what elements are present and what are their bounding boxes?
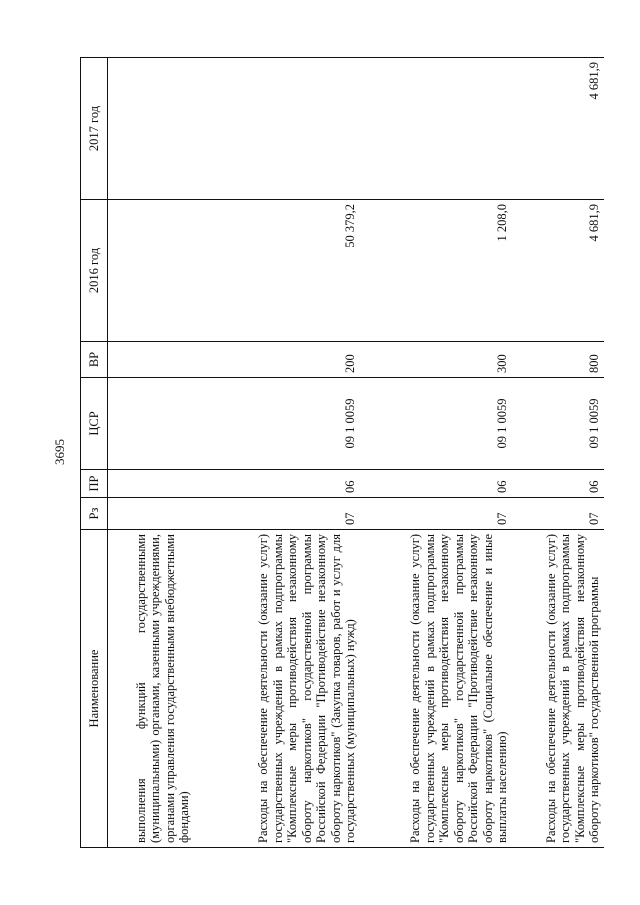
row-vr: [108, 342, 194, 378]
row-2017: [194, 58, 360, 200]
row-csr: [108, 378, 194, 470]
row-pr: 06: [360, 470, 512, 498]
row-vr: 200: [194, 342, 360, 378]
row-rz: 07: [512, 498, 604, 530]
row-rz: [108, 498, 194, 530]
header-2017: 2017 год: [81, 58, 108, 200]
header-csr: ЦСР: [81, 378, 108, 470]
row-csr: 09 1 0059: [512, 378, 604, 470]
row-vr: 800: [512, 342, 604, 378]
row-2016: 50 379,2: [194, 200, 360, 342]
row-vr: 300: [360, 342, 512, 378]
row-name: Расходы на обеспечение деятельности (оказание услуг) государственных учреждений в рамках подпрограммы "Комплексные меры противодействия незаконному обороту наркотиков" государственной программы: [512, 530, 604, 848]
row-2016: [108, 200, 194, 342]
table-row: [512, 58, 604, 848]
row-name: выполнения функций государственными (муниципальными) органами, казенными учреждениями, органами управления государственными внебюджетными фондами): [108, 530, 194, 848]
header-pr: ПР: [81, 470, 108, 498]
row-pr: 06: [512, 470, 604, 498]
row-pr: 06: [194, 470, 360, 498]
row-pr: [108, 470, 194, 498]
row-2016: 4 681,9: [512, 200, 604, 342]
header-2016: 2016 год: [81, 200, 108, 342]
page-number: 3695: [52, 439, 67, 465]
row-rz: 07: [194, 498, 360, 530]
row-2017: [360, 58, 512, 200]
budget-table: [80, 57, 604, 848]
row-csr: 09 1 0059: [194, 378, 360, 470]
budget-table-rotated: [80, 58, 600, 848]
row-name: Расходы на обеспечение деятельности (оказание услуг) государственных учреждений в рамках подпрограммы "Комплексные меры противодействия незаконному обороту наркотиков" государственной программы Российской Федерации "Противодействие незаконному обороту наркотиков" (Социальное обеспечение и иные выплаты населению): [360, 530, 512, 848]
row-2016: 1 208,0: [360, 200, 512, 342]
header-name: Наименование: [81, 530, 108, 848]
row-csr: 09 1 0059: [360, 378, 512, 470]
table-header-row: [81, 58, 108, 848]
table-row: [108, 58, 194, 848]
row-2017: 4 681,9: [512, 58, 604, 200]
header-vr: ВР: [81, 342, 108, 378]
table-row: [360, 58, 512, 848]
row-2017: [108, 58, 194, 200]
row-name: Расходы на обеспечение деятельности (оказание услуг) государственных учреждений в рамках подпрограммы "Комплексные меры противодействия незаконному обороту наркотиков" государственной программы Российской Федерации "Противодействие незаконному обороту наркотиков" (Закупка товаров, работ и услуг для государственных (муниципальных) нужд): [194, 530, 360, 848]
header-rz: Рз: [81, 498, 108, 530]
table-row: [194, 58, 360, 848]
row-rz: 07: [360, 498, 512, 530]
